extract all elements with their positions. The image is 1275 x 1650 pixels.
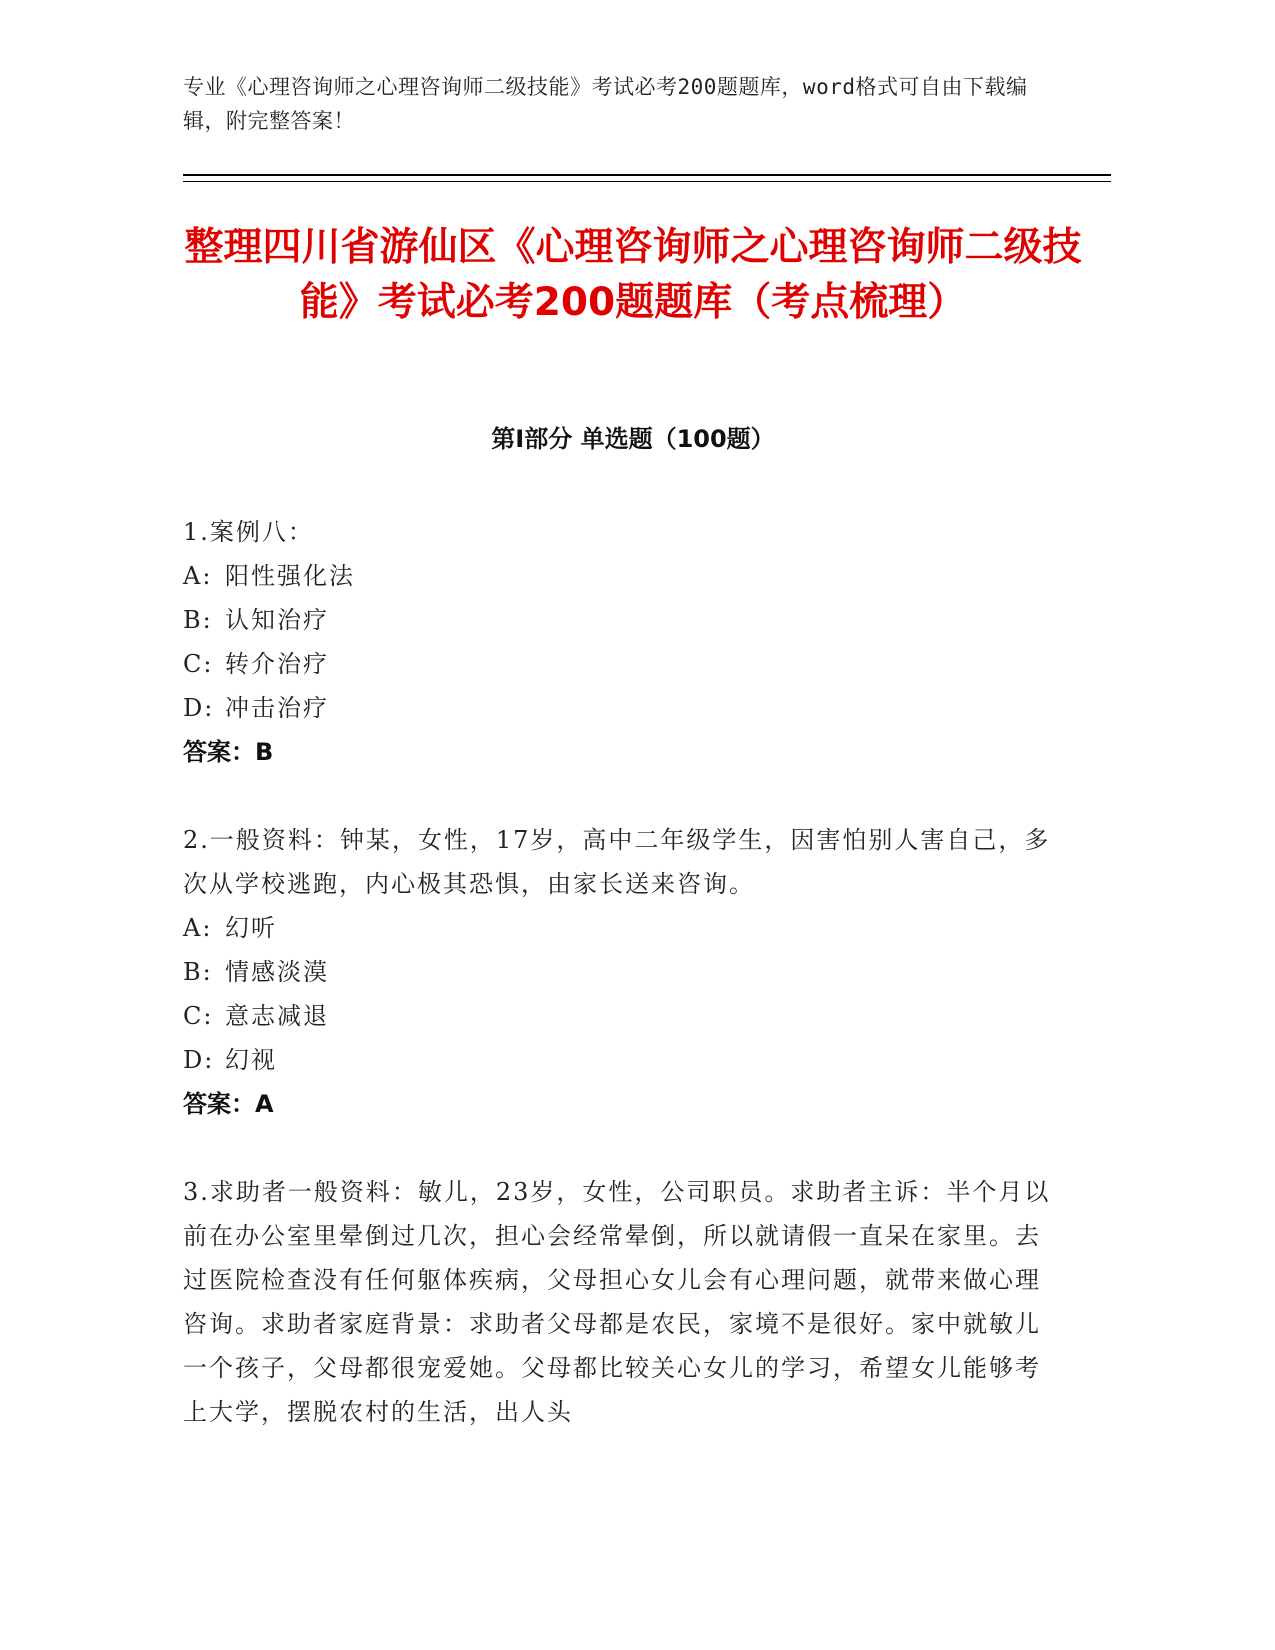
option-text: 情感淡漠 — [225, 958, 329, 986]
option-c — [183, 642, 1063, 686]
question-list — [183, 510, 1063, 1478]
header-rule-thick — [183, 174, 1111, 176]
option-key: A: — [183, 562, 213, 590]
option-key: A: — [183, 914, 213, 942]
option-text: 认知治疗 — [225, 606, 329, 634]
section-title: 第Ⅰ部分 单选题（100题） — [491, 425, 775, 453]
question-stem: 3.求助者一般资料：敏儿，23岁，女性，公司职员。求助者主诉：半个月以前在办公室里晕倒过几次，担心会经常晕倒，所以就请假一直呆在家里。去过医院检查没有任何躯体疾病，父母担心女儿会有心理问题，就带来做心理咨询。求助者家庭背景：求助者父母都是农民，家境不是很好。家中就敏儿一个孩子，父母都很宠爱她。父母都比较关心女儿的学习，希望女儿能够考上大学，摆脱农村的生活，出人头 — [183, 1178, 1051, 1426]
answer: 答案：A — [183, 1090, 274, 1118]
option-d — [183, 1038, 1063, 1082]
document-title: 整理四川省游仙区《心理咨询师之心理咨询师二级技能》考试必考200题题库（考点梳理） — [184, 225, 1082, 325]
question-stem: 2.一般资料：钟某，女性，17岁，高中二年级学生，因害怕别人害自己，多次从学校逃跑，内心极其恐惧，由家长送来咨询。 — [183, 826, 1051, 898]
option-key: D: — [183, 694, 215, 722]
option-text: 阳性强化法 — [225, 562, 355, 590]
option-key: D: — [183, 1046, 215, 1074]
option-a — [183, 906, 1063, 950]
option-key: C: — [183, 650, 214, 678]
header-note: 专业《心理咨询师之心理咨询师二级技能》考试必考200题题库，word格式可自由下载编辑，附完整答案！ — [183, 75, 1028, 133]
question-2 — [183, 818, 1063, 1126]
option-key: B: — [183, 606, 213, 634]
option-text: 转介治疗 — [225, 650, 329, 678]
question-1 — [183, 510, 1063, 774]
option-key: B: — [183, 958, 213, 986]
question-3 — [183, 1170, 1063, 1434]
question-stem: 1.案例八： — [183, 518, 314, 546]
answer: 答案：B — [183, 738, 274, 766]
option-text: 幻听 — [225, 914, 277, 942]
option-b — [183, 598, 1063, 642]
option-d — [183, 686, 1063, 730]
header-rule-thin — [183, 181, 1111, 182]
option-text: 冲击治疗 — [225, 694, 329, 722]
option-b — [183, 950, 1063, 994]
option-c — [183, 994, 1063, 1038]
option-text: 意志减退 — [225, 1002, 329, 1030]
option-text: 幻视 — [225, 1046, 277, 1074]
option-key: C: — [183, 1002, 214, 1030]
option-a — [183, 554, 1063, 598]
